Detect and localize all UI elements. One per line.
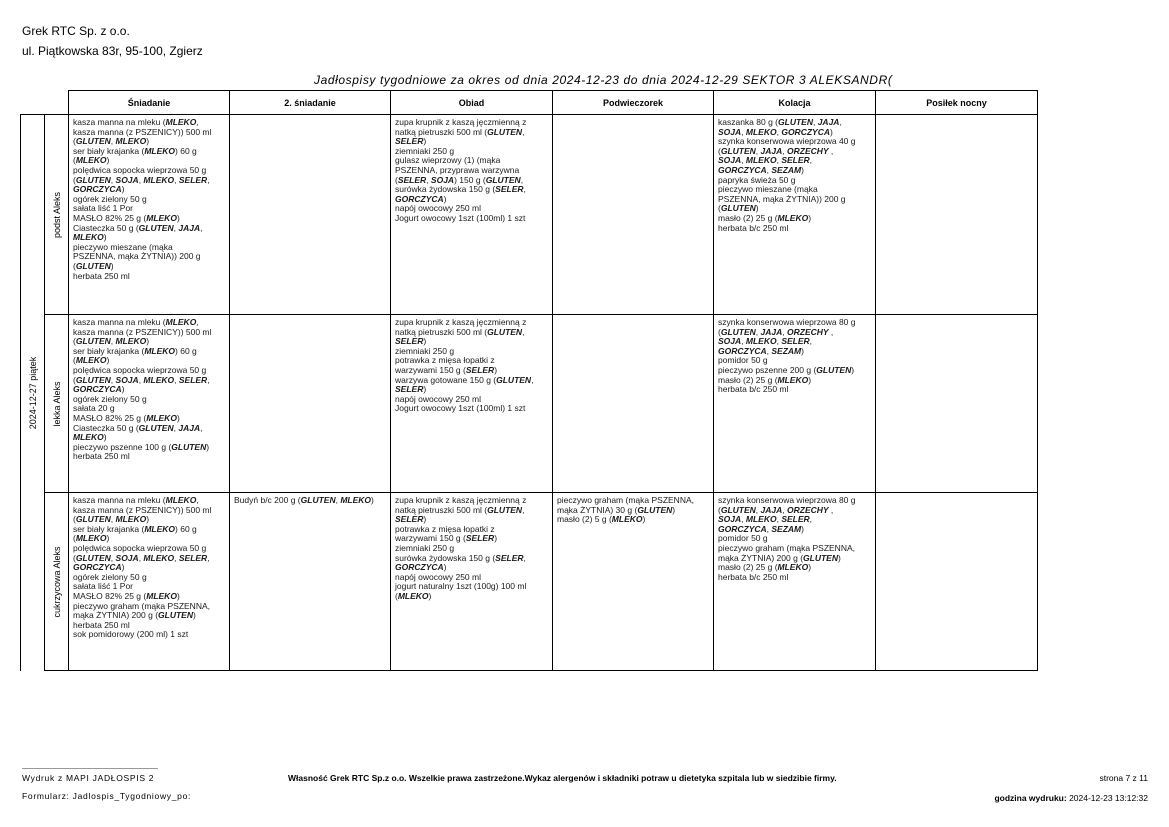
meal-cell — [69, 315, 230, 493]
page-title: Jadłospisy tygodniowe za okres od dnia 2024-12-23 do dnia 2024-12-29 SEKTOR 3 ALEKSANDR( — [314, 73, 893, 87]
meal-item: (SELER, SOJA) 150 g (GLUTEN, — [395, 174, 524, 185]
meal-cell — [876, 115, 1038, 315]
meal-item: GORCZYCA) — [395, 562, 447, 573]
meal-item: sałata 20 g — [73, 403, 115, 414]
table-row — [21, 315, 1038, 493]
meal-item: szynka konserwowa wieprzowa 80 g — [718, 317, 856, 327]
meal-item: PSZENNA, mąka ŻYTNIA)) 200 g — [718, 193, 846, 204]
company-address: ul. Piątkowska 83r, 95-100, Zgierz — [22, 44, 203, 58]
meal-item: masło (2) 25 g (MLEKO) — [718, 212, 812, 223]
meal-item: (MLEKO) — [73, 155, 110, 166]
meal-item: gulasz wieprzowy (1) (mąka — [395, 155, 501, 166]
column-header-breakfast: Śniadanie — [69, 91, 230, 115]
meal-item: potrawka z mięsa łopatki z — [395, 523, 495, 534]
meal-item: warzywami 150 g (SELER) — [395, 364, 498, 375]
meal-item: GORCZYCA, SEZAM) — [718, 345, 804, 356]
meal-item: SOJA, MLEKO, GORCZYCA) — [718, 126, 833, 137]
meal-cell — [69, 115, 230, 315]
meal-item: masło (2) 5 g (MLEKO) — [557, 514, 646, 525]
meal-item: (GLUTEN) — [73, 260, 114, 271]
meal-item: masło (2) 25 g (MLEKO) — [718, 562, 812, 573]
printout-source-label: Wydruk z MAPI JADŁOSPIS 2 — [22, 773, 155, 783]
meal-item: Jogurt owocowy 1szt (100ml) 1 szt — [395, 403, 526, 414]
meal-item: (GLUTEN, SOJA, MLEKO, SELER, — [73, 174, 210, 185]
meal-item: pieczywo mieszane (mąka — [718, 184, 818, 195]
table-header-row — [21, 91, 1038, 115]
meal-item: herbata b/c 250 ml — [718, 571, 789, 582]
print-timestamp — [994, 793, 1148, 803]
meal-item: SOJA, MLEKO, SELER, — [718, 336, 813, 347]
meal-item: (GLUTEN, JAJA, ORZECHY , — [718, 145, 834, 156]
meal-item: sok pomidorowy (200 ml) 1 szt — [73, 629, 189, 640]
meal-item: polędwica sopocka wieprzowa 50 g — [73, 164, 207, 175]
meal-item: SOJA, MLEKO, SELER, — [718, 155, 813, 166]
meal-item: herbata 250 ml — [73, 270, 130, 281]
meal-item: SOJA, MLEKO, SELER, — [718, 514, 813, 525]
meal-item: masło (2) 25 g (MLEKO) — [718, 374, 812, 385]
meal-item: warzywa gotowane 150 g (GLUTEN, — [395, 374, 534, 385]
meal-item: zupa krupnik z kaszą jęczmienną z — [395, 117, 527, 127]
meal-cell — [230, 315, 391, 493]
meal-item: polędwica sopocka wieprzowa 50 g — [73, 542, 207, 553]
meal-item: pomidor 50 g — [718, 533, 768, 544]
meal-item: (MLEKO) — [73, 355, 110, 366]
meal-item: herbata b/c 250 ml — [718, 384, 789, 395]
diet-cell — [45, 315, 69, 493]
date-cell — [21, 115, 45, 671]
meal-item: GORCZYCA) — [73, 562, 125, 573]
meal-item: MLEKO) — [73, 232, 107, 243]
meal-item: natką pietruszki 500 ml (GLUTEN, — [395, 326, 525, 337]
diet-label: cukrzycowa Aleks — [51, 545, 62, 618]
meal-item: ser biały krajanka (MLEKO) 60 g — [73, 523, 197, 534]
meal-item: kasza manna na mleku (MLEKO, — [73, 317, 199, 327]
meal-cell — [391, 115, 553, 315]
meal-item: MLEKO) — [73, 432, 107, 443]
corner-blank — [21, 91, 45, 115]
meal-item: (GLUTEN) — [718, 203, 759, 214]
meal-item: PSZENNA, przyprawa warzywna — [395, 164, 520, 175]
page-number: strona 7 z 11 — [1099, 773, 1148, 783]
meal-item: pieczywo pszenne 200 g (GLUTEN) — [718, 364, 855, 375]
meal-cell — [69, 493, 230, 671]
meal-item: kasza manna (z PSZENICY)) 500 ml — [73, 504, 212, 515]
meal-item: ziemniaki 250 g — [395, 542, 455, 553]
table-row — [21, 115, 1038, 315]
diet-label: podst Aleks — [51, 191, 62, 238]
table-row — [21, 493, 1038, 671]
meal-item: potrawka z mięsa łopatki z — [395, 355, 495, 366]
form-name-label: Formularz: Jadlospis_Tygodniowy_po: — [22, 791, 192, 801]
meal-item: kasza manna (z PSZENICY)) 500 ml — [73, 326, 212, 337]
meal-item: surówka żydowska 150 g (SELER, — [395, 552, 526, 563]
meal-item: natką pietruszki 500 ml (GLUTEN, — [395, 504, 525, 515]
meal-item: kasza manna na mleku (MLEKO, — [73, 117, 199, 127]
meal-cell — [876, 315, 1038, 493]
print-time-label: godzina wydruku: — [994, 793, 1067, 803]
meal-item: (GLUTEN, MLEKO) — [73, 336, 150, 347]
meal-item: MASŁO 82% 25 g (MLEKO) — [73, 412, 180, 423]
meal-item: pieczywo mieszane (mąka — [73, 241, 173, 252]
meal-cell — [391, 493, 553, 671]
meal-item: GORCZYCA) — [73, 384, 125, 395]
meal-item: Jogurt owocowy 1szt (100ml) 1 szt — [395, 212, 526, 223]
meal-item: (GLUTEN, SOJA, MLEKO, SELER, — [73, 552, 210, 563]
meal-item: (GLUTEN, MLEKO) — [73, 136, 150, 147]
corner-blank — [45, 91, 69, 115]
meal-cell — [553, 315, 714, 493]
column-header-lunch: Obiad — [391, 91, 553, 115]
meal-item: (GLUTEN, MLEKO) — [73, 514, 150, 525]
meal-item: SELER) — [395, 136, 427, 147]
meal-item: papryka świeża 50 g — [718, 174, 796, 185]
meal-item: ziemniaki 250 g — [395, 145, 455, 156]
meal-item: natką pietruszki 500 ml (GLUTEN, — [395, 126, 525, 137]
meal-item: surówka żydowska 150 g (SELER, — [395, 184, 526, 195]
column-header-afternoon-snack: Podwieczorek — [553, 91, 714, 115]
meal-item: pomidor 50 g — [718, 355, 768, 366]
meal-cell — [876, 493, 1038, 671]
meal-item: ogórek zielony 50 g — [73, 393, 147, 404]
meal-item: ser biały krajanka (MLEKO) 60 g — [73, 345, 197, 356]
meal-item: jogurt naturalny 1szt (100g) 100 ml — [395, 581, 527, 592]
meal-item: sałata liść 1 Por — [73, 581, 133, 592]
meal-item: szynka konserwowa wieprzowa 40 g — [718, 136, 856, 147]
meal-cell — [714, 115, 876, 315]
meal-item: sałata liść 1 Por — [73, 203, 133, 214]
column-header-supper: Kolacja — [714, 91, 876, 115]
date-label: 2024-12-27 piątek — [27, 356, 38, 430]
meal-item: SELER) — [395, 384, 427, 395]
meal-item: pieczywo graham (mąka PSZENNA, — [557, 495, 694, 505]
meal-cell — [230, 493, 391, 671]
meal-item: kaszanka 80 g (GLUTEN, JAJA, — [718, 117, 842, 127]
meal-item: herbata b/c 250 ml — [718, 222, 789, 233]
meal-item: zupa krupnik z kaszą jęczmienną z — [395, 317, 527, 327]
meal-item: GORCZYCA) — [395, 193, 447, 204]
meal-item: MASŁO 82% 25 g (MLEKO) — [73, 590, 180, 601]
diet-cell — [45, 493, 69, 671]
meal-item: PSZENNA, mąka ŻYTNIA)) 200 g — [73, 251, 201, 262]
meal-cell — [391, 315, 553, 493]
diet-label: lekka Aleks — [51, 380, 62, 427]
meal-item: ziemniaki 250 g — [395, 345, 455, 356]
column-header-night-meal: Posiłek nocny — [876, 91, 1038, 115]
meal-item: pieczywo graham (mąka PSZENNA, — [718, 542, 855, 553]
meal-item: Ciasteczka 50 g (GLUTEN, JAJA, — [73, 222, 203, 233]
ownership-note: Własność Grek RTC Sp.z o.o. Wszelkie prawa zastrzeżone.Wykaz alergenów i składniki potraw u dietetyka szpitala lub w siedzibie firmy. — [288, 773, 837, 783]
meal-item: (GLUTEN, SOJA, MLEKO, SELER, — [73, 374, 210, 385]
meal-item: Ciasteczka 50 g (GLUTEN, JAJA, — [73, 422, 203, 433]
column-header-second-breakfast: 2. śniadanie — [230, 91, 391, 115]
meal-item: szynka konserwowa wieprzowa 80 g — [718, 495, 856, 505]
meal-item: polędwica sopocka wieprzowa 50 g — [73, 364, 207, 375]
meal-item: mąka ŻYTNIA) 200 g (GLUTEN) — [718, 552, 841, 563]
meal-item: napój owocowy 250 ml — [395, 203, 481, 214]
meal-cell — [230, 115, 391, 315]
meal-item: SELER) — [395, 336, 427, 347]
meal-item: warzywami 150 g (SELER) — [395, 533, 498, 544]
footer-divider — [22, 768, 158, 769]
meal-item: (MLEKO) — [73, 533, 110, 544]
meal-cell — [553, 493, 714, 671]
meal-item: kasza manna na mleku (MLEKO, — [73, 495, 199, 505]
meal-item: zupa krupnik z kaszą jęczmienną z — [395, 495, 527, 505]
meal-item: (MLEKO) — [395, 590, 432, 601]
diet-cell — [45, 115, 69, 315]
meal-item: SELER) — [395, 514, 427, 525]
print-time-value: 2024-12-23 13:12:32 — [1069, 793, 1148, 803]
company-name: Grek RTC Sp. z o.o. — [22, 24, 130, 38]
meal-item: ogórek zielony 50 g — [73, 193, 147, 204]
meal-cell — [553, 115, 714, 315]
weekly-menu-table — [20, 90, 1038, 671]
meal-item: ogórek zielony 50 g — [73, 571, 147, 582]
meal-item: kasza manna (z PSZENICY)) 500 ml — [73, 126, 212, 137]
meal-item: ser biały krajanka (MLEKO) 60 g — [73, 145, 197, 156]
meal-item: (GLUTEN, JAJA, ORZECHY , — [718, 326, 834, 337]
meal-item: GORCZYCA) — [73, 184, 125, 195]
meal-item: mąka ŻYTNIA) 30 g (GLUTEN) — [557, 504, 676, 515]
meal-item: mąka ŻYTNIA) 200 g (GLUTEN) — [73, 610, 196, 621]
meal-item: pieczywo pszenne 100 g (GLUTEN) — [73, 441, 210, 452]
meal-item: MASŁO 82% 25 g (MLEKO) — [73, 212, 180, 223]
meal-item: pieczywo graham (mąka PSZENNA, — [73, 600, 210, 611]
meal-item: GORCZYCA, SEZAM) — [718, 164, 804, 175]
meal-item: (GLUTEN, JAJA, ORZECHY , — [718, 504, 834, 515]
meal-item: napój owocowy 250 ml — [395, 393, 481, 404]
meal-item: herbata 250 ml — [73, 451, 130, 462]
meal-cell — [714, 315, 876, 493]
meal-item: Budyń b/c 200 g (GLUTEN, MLEKO) — [234, 495, 374, 505]
meal-cell — [714, 493, 876, 671]
meal-item: napój owocowy 250 ml — [395, 571, 481, 582]
meal-item: herbata 250 ml — [73, 619, 130, 630]
meal-item: GORCZYCA, SEZAM) — [718, 523, 804, 534]
